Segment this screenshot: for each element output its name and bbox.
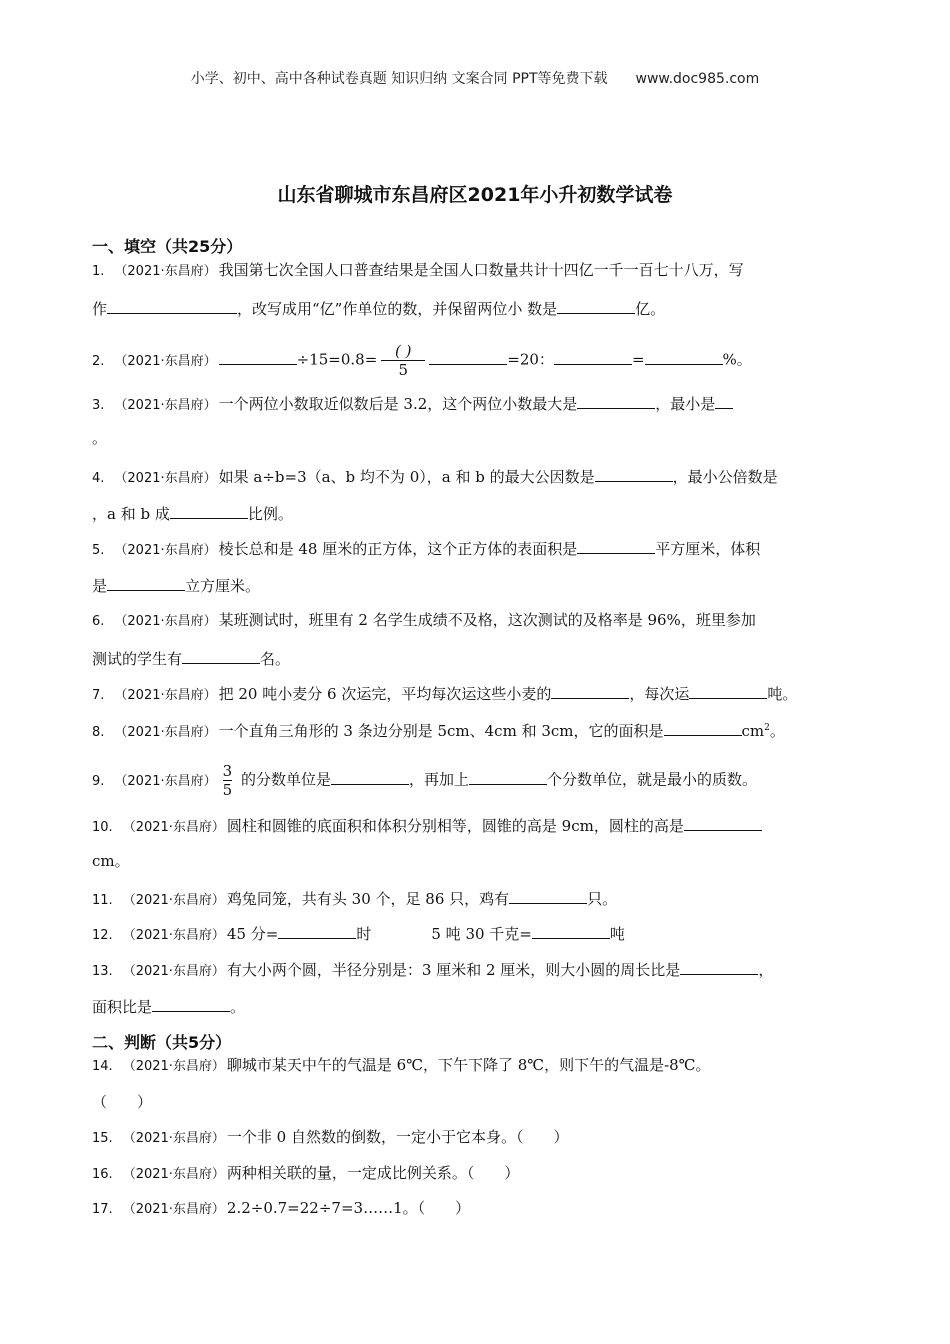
- header-text: 小学、初中、高中各种试卷真题 知识归纳 文案合同 PPT等免费下载: [190, 71, 608, 87]
- question-number: 11.: [92, 893, 113, 908]
- question-text: ，最小公倍数是: [672, 468, 778, 486]
- answer-blank[interactable]: [645, 348, 723, 365]
- question-text: 圆柱和圆锥的底面积和体积分别相等，圆锥的高是 9cm，圆柱的高是: [226, 817, 684, 835]
- question-number: 4.: [92, 471, 105, 486]
- question-number: 12.: [92, 928, 113, 943]
- question-number: 8.: [92, 725, 105, 740]
- question-text: 聊城市某天中午的气温是 6℃，下午下降了 8℃，则下午的气温是-8℃。: [226, 1056, 711, 1074]
- question-text: 个分数单位，就是最小的质数。: [546, 770, 757, 789]
- question-text: 一个非 0 自然数的倒数，一定小于它本身。（ ）: [226, 1128, 569, 1146]
- fraction-numerator: 3: [222, 762, 233, 780]
- question-source: （2021·东昌府）: [122, 928, 225, 943]
- question-7: [92, 682, 797, 706]
- question-text: 某班测试时，班里有 2 名学生成绩不及格，这次测试的及格率是 96%，班里参加: [218, 611, 756, 629]
- question-text: 一个两位小数取近似数后是 3.2，这个两位小数最大是: [218, 395, 578, 413]
- question-text: 鸡兔同笼，共有头 30 个，足 86 只，鸡有: [226, 890, 510, 908]
- answer-blank[interactable]: [107, 297, 237, 314]
- question-13-line-1: [92, 958, 773, 982]
- question-text: 时: [356, 925, 372, 943]
- question-10-line-2: [92, 851, 130, 871]
- answer-blank[interactable]: [469, 768, 547, 785]
- question-8: [92, 718, 785, 743]
- question-text: 比例。: [247, 505, 293, 523]
- question-number: 9.: [92, 773, 105, 789]
- question-source: （2021·东昌府）: [122, 1131, 225, 1146]
- fraction-numerator: ( ): [395, 342, 412, 360]
- question-16: [92, 1163, 519, 1185]
- question-5-line-2: [92, 574, 260, 596]
- question-number: 17.: [92, 1202, 113, 1217]
- question-4-line-2: [92, 502, 293, 524]
- question-6-line-1: [92, 610, 756, 632]
- answer-blank[interactable]: [664, 719, 742, 736]
- question-text: =20：: [507, 350, 554, 369]
- question-text: 。: [92, 429, 108, 447]
- question-number: 5.: [92, 543, 105, 558]
- question-source: （2021·东昌府）: [114, 543, 217, 558]
- question-6-line-2: [92, 647, 290, 669]
- question-text: ，最小是: [655, 395, 716, 413]
- unit-superscript: 2: [764, 723, 770, 733]
- answer-blank[interactable]: [551, 682, 629, 699]
- answer-blank[interactable]: [107, 574, 185, 591]
- question-4-line-1: [92, 465, 778, 489]
- question-text: 平方厘米，体积: [655, 540, 761, 558]
- question-source: （2021·东昌府）: [114, 688, 217, 703]
- question-13-line-2: [92, 995, 245, 1017]
- question-number: 16.: [92, 1167, 113, 1182]
- question-text: ÷15=0.8=: [296, 350, 378, 369]
- header-site[interactable]: www.doc985.com: [635, 71, 760, 87]
- section-heading-fill-blank: 一、填空（共25分）: [92, 237, 243, 256]
- question-number: 7.: [92, 688, 105, 703]
- question-text: 立方厘米。: [185, 577, 261, 595]
- fraction-denominator: 5: [222, 781, 233, 799]
- question-source: （2021·东昌府）: [122, 964, 225, 979]
- answer-blank[interactable]: [219, 348, 297, 365]
- answer-blank[interactable]: [509, 887, 587, 904]
- fraction: [223, 762, 233, 799]
- question-text: ，再加上: [408, 770, 469, 789]
- question-source: （2021·东昌府）: [122, 1059, 225, 1074]
- question-number: 2.: [92, 353, 105, 369]
- answer-blank[interactable]: [170, 502, 248, 519]
- answer-blank[interactable]: [577, 537, 655, 554]
- question-text: 吨: [609, 925, 625, 943]
- answer-blank[interactable]: [152, 995, 230, 1012]
- answer-blank[interactable]: [715, 392, 733, 409]
- exam-title: 山东省聊城市东昌府区2021年小升初数学试卷: [277, 184, 673, 206]
- question-source: （2021·东昌府）: [114, 773, 217, 789]
- page-header: [0, 68, 950, 88]
- question-text: ，每次运: [629, 685, 690, 703]
- section-heading-true-false: 二、判断（共5分）: [92, 1033, 232, 1052]
- answer-blank[interactable]: [595, 465, 673, 482]
- answer-blank[interactable]: [689, 682, 767, 699]
- question-text: 2.2÷0.7=22÷7=3……1。（ ）: [226, 1199, 471, 1217]
- question-text: 有大小两个圆，半径分别是：3 厘米和 2 厘米，则大小圆的周长比是: [226, 961, 681, 979]
- question-source: （2021·东昌府）: [122, 1202, 225, 1217]
- question-3-line-2: [92, 428, 107, 448]
- answer-blank[interactable]: [557, 297, 635, 314]
- question-14-line-2: [92, 1092, 152, 1112]
- question-text: 作: [92, 300, 108, 318]
- question-17: [92, 1198, 470, 1220]
- question-text: 的分数单位是: [240, 770, 331, 789]
- question-number: 6.: [92, 614, 105, 629]
- question-text: 是: [92, 577, 108, 595]
- question-text: 名。: [260, 650, 291, 668]
- question-source: （2021·东昌府）: [122, 820, 225, 835]
- answer-bracket[interactable]: （ ）: [92, 1093, 153, 1111]
- question-1-line-1: [92, 260, 744, 282]
- question-3-line-1: [92, 392, 733, 416]
- question-text: cm。: [92, 852, 130, 870]
- question-text: 。: [769, 722, 785, 740]
- question-source: （2021·东昌府）: [122, 1167, 225, 1182]
- question-2: [92, 342, 752, 379]
- answer-blank[interactable]: [429, 348, 507, 365]
- question-text: 我国第七次全国人口普查结果是全国人口数量共计十四亿一千一百七十八万，写: [218, 261, 744, 279]
- question-source: （2021·东昌府）: [114, 614, 217, 629]
- fraction: [381, 342, 425, 379]
- question-number: 14.: [92, 1059, 113, 1074]
- fraction-denominator: 5: [398, 361, 409, 379]
- question-text: 45 分=: [226, 925, 279, 943]
- question-text: 棱长总和是 48 厘米的正方体，这个正方体的表面积是: [218, 540, 578, 558]
- question-text: 亿。: [635, 300, 666, 318]
- question-11: [92, 887, 617, 911]
- question-text: 面积比是: [92, 998, 153, 1016]
- question-text: 。: [230, 998, 246, 1016]
- question-text: 只。: [587, 890, 618, 908]
- question-number: 13.: [92, 964, 113, 979]
- question-number: 15.: [92, 1131, 113, 1146]
- question-source: （2021·东昌府）: [114, 398, 217, 413]
- question-text: ，: [758, 961, 774, 979]
- question-source: （2021·东昌府）: [122, 893, 225, 908]
- question-text: 吨。: [767, 685, 798, 703]
- question-text: %。: [722, 350, 752, 369]
- question-text: 如果 a÷b=3（a、b 均不为 0），a 和 b 的最大公因数是: [218, 468, 595, 486]
- question-9: [92, 762, 757, 799]
- question-source: （2021·东昌府）: [114, 264, 217, 279]
- question-text: ，a 和 b 成: [92, 505, 170, 523]
- answer-blank[interactable]: [278, 922, 356, 939]
- answer-blank[interactable]: [577, 392, 655, 409]
- answer-blank[interactable]: [331, 768, 409, 785]
- question-source: （2021·东昌府）: [114, 353, 217, 369]
- question-text: 一个直角三角形的 3 条边分别是 5cm、4cm 和 3cm，它的面积是: [218, 722, 664, 740]
- question-source: （2021·东昌府）: [114, 725, 217, 740]
- question-text: =: [631, 350, 645, 369]
- question-14-line-1: [92, 1055, 710, 1077]
- question-text: ，改写成用“亿”作单位的数，并保留两位小 数是: [237, 300, 558, 318]
- question-text: 5 吨 30 千克=: [431, 925, 532, 943]
- question-text: 测试的学生有: [92, 650, 183, 668]
- question-text: 两种相关联的量，一定成比例关系。（ ）: [226, 1164, 520, 1182]
- answer-blank[interactable]: [532, 922, 610, 939]
- question-number: 1.: [92, 264, 105, 279]
- answer-blank[interactable]: [554, 348, 632, 365]
- answer-blank[interactable]: [680, 958, 758, 975]
- question-15: [92, 1127, 569, 1149]
- answer-blank[interactable]: [182, 647, 260, 664]
- question-5-line-1: [92, 537, 760, 561]
- question-source: （2021·东昌府）: [114, 471, 217, 486]
- question-number: 3.: [92, 398, 105, 413]
- question-1-line-2: [92, 297, 665, 319]
- unit-text: cm: [741, 722, 765, 740]
- question-number: 10.: [92, 820, 113, 835]
- question-12: [92, 922, 625, 946]
- answer-blank[interactable]: [684, 814, 762, 831]
- question-10-line-1: [92, 814, 762, 838]
- question-text: 把 20 吨小麦分 6 次运完，平均每次运这些小麦的: [218, 685, 552, 703]
